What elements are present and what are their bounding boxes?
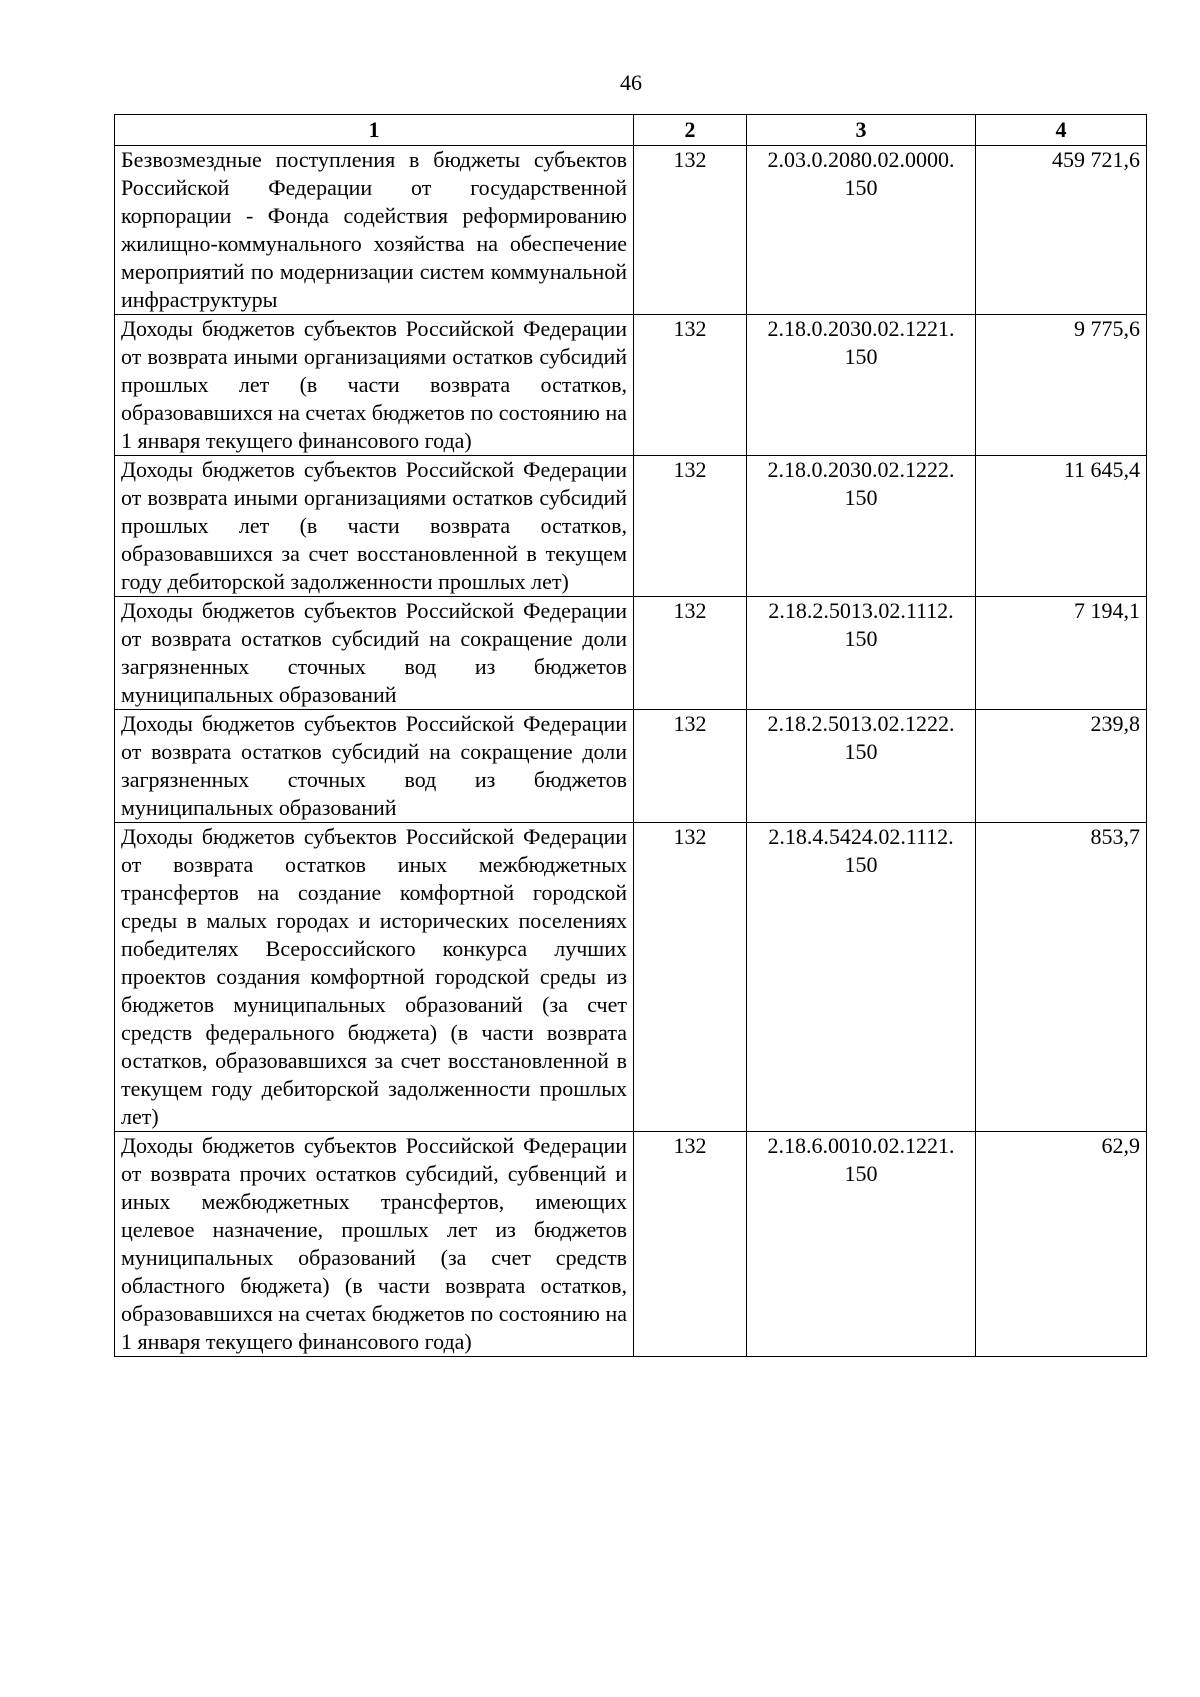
column-header-4: 4 — [976, 115, 1147, 146]
page-number: 46 — [620, 70, 642, 95]
classification-code-cell — [747, 597, 976, 710]
classification-code-suffix: 150 — [844, 852, 878, 877]
classification-code-cell — [747, 823, 976, 1132]
table-row — [115, 456, 1147, 597]
classification-code-suffix: 150 — [844, 739, 878, 764]
revenue-name-cell: Доходы бюджетов субъектов Российской Федерации от возврата остатков субсидий на сокращение доли загрязненных сточных вод из бюджетов муниципальных образований — [115, 597, 634, 710]
classification-code-cell — [747, 315, 976, 456]
classification-code-suffix: 150 — [844, 175, 878, 200]
table-row — [115, 315, 1147, 456]
revenue-name-cell: Доходы бюджетов субъектов Российской Федерации от возврата остатков субсидий на сокращение доли загрязненных сточных вод из бюджетов муниципальных образований — [115, 710, 634, 823]
classification-code-suffix: 150 — [844, 626, 878, 651]
revenue-name-cell: Доходы бюджетов субъектов Российской Федерации от возврата остатков иных межбюджетных трансфертов на создание комфортной городской среды в малых городах и исторических поселениях победителях Всероссийского конкурса лучших проектов создания комфортной городской среды из бюджетов муниципальных образований (за счет средств федерального бюджета) (в части возврата остатков, образовавшихся за счет восстановленной в текущем году дебиторской задолженности прошлых лет) — [115, 823, 634, 1132]
amount-cell: 7 194,1 — [976, 597, 1147, 710]
admin-code-cell: 132 — [634, 823, 747, 1132]
amount-cell: 11 645,4 — [976, 456, 1147, 597]
table-header-row — [115, 115, 1147, 146]
column-header-3: 3 — [747, 115, 976, 146]
table-row — [115, 823, 1147, 1132]
classification-code-cell — [747, 146, 976, 315]
admin-code-cell: 132 — [634, 146, 747, 315]
classification-code-cell — [747, 1132, 976, 1357]
budget-revenue-table — [114, 114, 1147, 1357]
table-row — [115, 1132, 1147, 1357]
amount-cell: 62,9 — [976, 1132, 1147, 1357]
revenue-name-cell: Доходы бюджетов субъектов Российской Федерации от возврата иными организациями остатков субсидий прошлых лет (в части возврата остатков, образовавшихся на счетах бюджетов по состоянию на 1 января текущего финансового года) — [115, 315, 634, 456]
admin-code-cell: 132 — [634, 597, 747, 710]
classification-code-line: 2.18.4.5424.02.1112. — [768, 824, 954, 849]
table-row — [115, 146, 1147, 315]
classification-code-line: 2.18.0.2030.02.1222. — [767, 457, 955, 482]
classification-code-line: 2.18.0.2030.02.1221. — [767, 316, 955, 341]
classification-code-line: 2.18.2.5013.02.1222. — [767, 711, 955, 736]
classification-code-cell — [747, 456, 976, 597]
amount-cell: 239,8 — [976, 710, 1147, 823]
classification-code-cell — [747, 710, 976, 823]
amount-cell: 9 775,6 — [976, 315, 1147, 456]
classification-code-suffix: 150 — [844, 1161, 878, 1186]
admin-code-cell: 132 — [634, 315, 747, 456]
classification-code-line: 2.18.2.5013.02.1112. — [768, 598, 954, 623]
table-row — [115, 597, 1147, 710]
amount-cell: 459 721,6 — [976, 146, 1147, 315]
table-row — [115, 710, 1147, 823]
classification-code-line: 2.03.0.2080.02.0000. — [767, 147, 955, 172]
admin-code-cell: 132 — [634, 456, 747, 597]
admin-code-cell: 132 — [634, 1132, 747, 1357]
revenue-name-cell: Безвозмездные поступления в бюджеты субъектов Российской Федерации от государственной корпорации - Фонда содействия реформированию жилищно-коммунального хозяйства на обеспечение мероприятий по модернизации систем коммунальной инфраструктуры — [115, 146, 634, 315]
classification-code-suffix: 150 — [844, 344, 878, 369]
revenue-name-cell: Доходы бюджетов субъектов Российской Федерации от возврата прочих остатков субсидий, субвенций и иных межбюджетных трансфертов, имеющих целевое назначение, прошлых лет из бюджетов муниципальных образований (за счет средств областного бюджета) (в части возврата остатков, образовавшихся на счетах бюджетов по состоянию на 1 января текущего финансового года) — [115, 1132, 634, 1357]
classification-code-line: 2.18.6.0010.02.1221. — [767, 1133, 955, 1158]
column-header-2: 2 — [634, 115, 747, 146]
amount-cell: 853,7 — [976, 823, 1147, 1132]
column-header-1: 1 — [115, 115, 634, 146]
revenue-name-cell: Доходы бюджетов субъектов Российской Федерации от возврата иными организациями остатков субсидий прошлых лет (в части возврата остатков, образовавшихся за счет восстановленной в текущем году дебиторской задолженности прошлых лет) — [115, 456, 634, 597]
admin-code-cell: 132 — [634, 710, 747, 823]
classification-code-suffix: 150 — [844, 485, 878, 510]
